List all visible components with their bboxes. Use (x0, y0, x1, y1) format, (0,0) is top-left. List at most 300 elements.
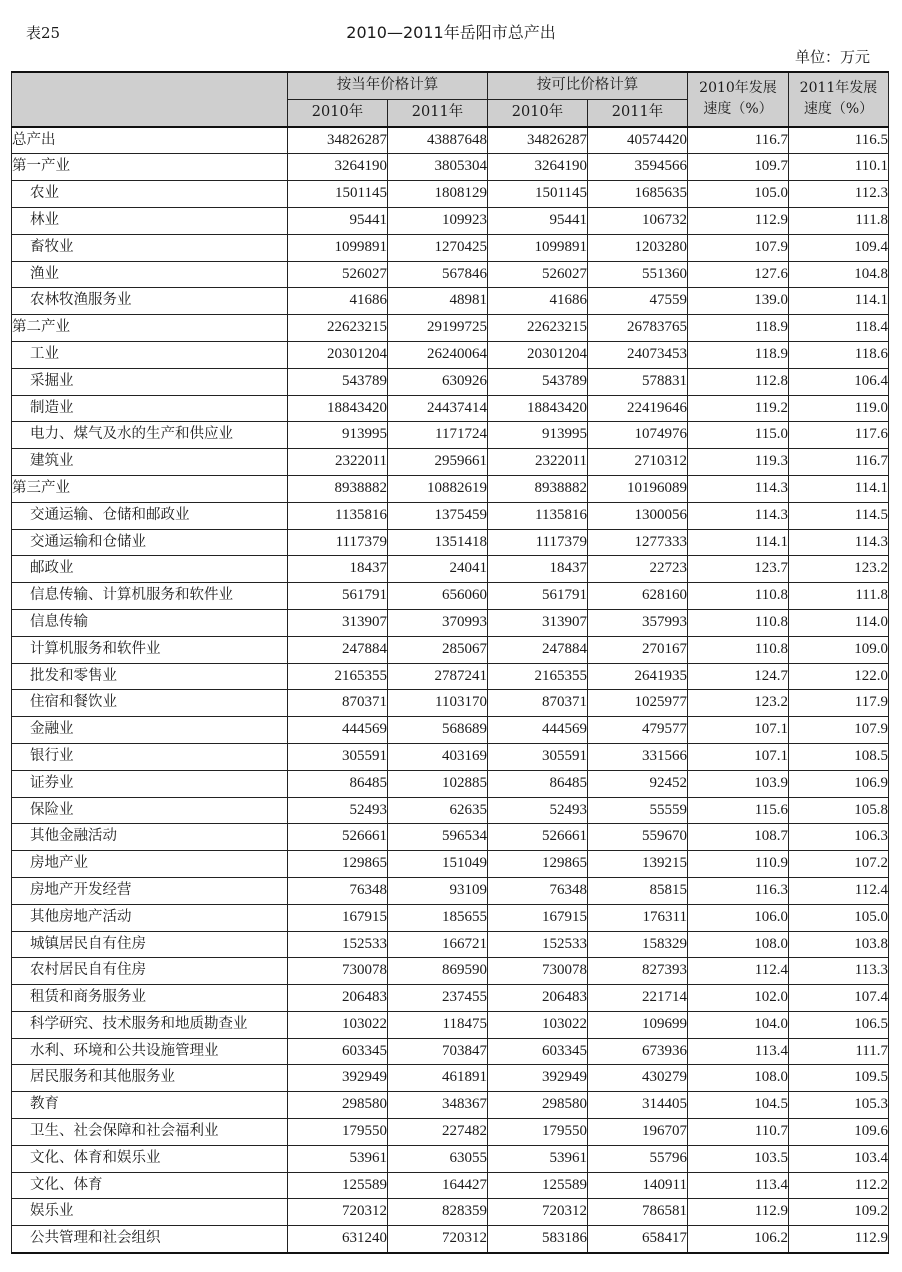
table-row (12, 1199, 889, 1226)
row-label: 租赁和商务服务业 (12, 985, 288, 1012)
table-row (12, 556, 889, 583)
value-current-2010: 730078 (288, 958, 388, 985)
table-row (12, 1172, 889, 1199)
table-row (12, 288, 889, 315)
value-current-2011: 102885 (388, 770, 488, 797)
speed-2010: 104.5 (688, 1092, 789, 1119)
value-current-2011: 1808129 (388, 181, 488, 208)
value-comparable-2010: 103022 (488, 1011, 588, 1038)
value-current-2011: 403169 (388, 743, 488, 770)
value-current-2011: 596534 (388, 824, 488, 851)
value-current-2010: 870371 (288, 690, 388, 717)
row-label: 建筑业 (12, 449, 288, 476)
table-row (12, 743, 889, 770)
value-current-2011: 2787241 (388, 663, 488, 690)
value-comparable-2011: 22419646 (588, 395, 688, 422)
value-current-2010: 305591 (288, 743, 388, 770)
value-comparable-2011: 140911 (588, 1172, 688, 1199)
value-comparable-2010: 18437 (488, 556, 588, 583)
header-speed-2010-text: 2010年发展 速度（%） (699, 80, 777, 118)
header-speed-2011 (789, 72, 889, 127)
value-comparable-2011: 10196089 (588, 475, 688, 502)
speed-2010: 114.3 (688, 502, 789, 529)
row-label: 房地产开发经营 (12, 877, 288, 904)
value-current-2011: 1270425 (388, 234, 488, 261)
header-comparable-2011: 2011年 (588, 99, 688, 126)
value-comparable-2010: 52493 (488, 797, 588, 824)
table-row (12, 770, 889, 797)
row-label: 金融业 (12, 717, 288, 744)
output-table (11, 71, 889, 1254)
value-comparable-2011: 479577 (588, 717, 688, 744)
speed-2011: 114.1 (789, 475, 889, 502)
speed-2010: 108.0 (688, 1065, 789, 1092)
value-current-2010: 125589 (288, 1172, 388, 1199)
row-label: 文化、体育 (12, 1172, 288, 1199)
value-comparable-2011: 331566 (588, 743, 688, 770)
value-current-2011: 3805304 (388, 154, 488, 181)
value-comparable-2010: 18843420 (488, 395, 588, 422)
value-current-2010: 129865 (288, 851, 388, 878)
table-row (12, 315, 889, 342)
value-current-2011: 166721 (388, 931, 488, 958)
value-current-2010: 561791 (288, 583, 388, 610)
speed-2010: 108.0 (688, 931, 789, 958)
speed-2010: 118.9 (688, 315, 789, 342)
speed-2011: 103.4 (789, 1145, 889, 1172)
value-current-2010: 86485 (288, 770, 388, 797)
value-comparable-2010: 543789 (488, 368, 588, 395)
speed-2010: 114.3 (688, 475, 789, 502)
header-current-2010: 2010年 (288, 99, 388, 126)
value-comparable-2011: 92452 (588, 770, 688, 797)
speed-2011: 105.8 (789, 797, 889, 824)
value-comparable-2011: 827393 (588, 958, 688, 985)
table-row (12, 690, 889, 717)
value-current-2011: 828359 (388, 1199, 488, 1226)
value-comparable-2010: 913995 (488, 422, 588, 449)
table-body (12, 127, 889, 1253)
value-current-2010: 2322011 (288, 449, 388, 476)
value-current-2010: 18843420 (288, 395, 388, 422)
value-current-2011: 703847 (388, 1038, 488, 1065)
speed-2010: 113.4 (688, 1038, 789, 1065)
table-row (12, 1038, 889, 1065)
value-comparable-2010: 444569 (488, 717, 588, 744)
value-current-2010: 1501145 (288, 181, 388, 208)
row-label: 其他金融活动 (12, 824, 288, 851)
speed-2010: 119.2 (688, 395, 789, 422)
value-current-2010: 152533 (288, 931, 388, 958)
value-comparable-2010: 53961 (488, 1145, 588, 1172)
value-comparable-2010: 2322011 (488, 449, 588, 476)
speed-2010: 112.9 (688, 1199, 789, 1226)
value-comparable-2011: 2710312 (588, 449, 688, 476)
value-current-2010: 631240 (288, 1226, 388, 1253)
speed-2011: 110.1 (789, 154, 889, 181)
speed-2011: 103.8 (789, 931, 889, 958)
row-label: 娱乐业 (12, 1199, 288, 1226)
speed-2011: 109.6 (789, 1119, 889, 1146)
value-current-2011: 1103170 (388, 690, 488, 717)
speed-2011: 107.4 (789, 985, 889, 1012)
speed-2010: 139.0 (688, 288, 789, 315)
speed-2010: 112.4 (688, 958, 789, 985)
speed-2011: 109.0 (789, 636, 889, 663)
table-row (12, 958, 889, 985)
value-comparable-2010: 247884 (488, 636, 588, 663)
speed-2011: 113.3 (789, 958, 889, 985)
speed-2010: 114.1 (688, 529, 789, 556)
value-comparable-2010: 129865 (488, 851, 588, 878)
value-current-2011: 656060 (388, 583, 488, 610)
speed-2011: 119.0 (789, 395, 889, 422)
value-current-2011: 1375459 (388, 502, 488, 529)
value-comparable-2011: 628160 (588, 583, 688, 610)
value-current-2011: 151049 (388, 851, 488, 878)
speed-2010: 107.1 (688, 717, 789, 744)
speed-2010: 123.7 (688, 556, 789, 583)
value-comparable-2011: 357993 (588, 609, 688, 636)
value-comparable-2010: 95441 (488, 207, 588, 234)
speed-2010: 110.8 (688, 636, 789, 663)
row-label: 信息传输、计算机服务和软件业 (12, 583, 288, 610)
value-comparable-2011: 1074976 (588, 422, 688, 449)
value-comparable-2011: 24073453 (588, 341, 688, 368)
table-row (12, 904, 889, 931)
table-row (12, 368, 889, 395)
value-current-2010: 76348 (288, 877, 388, 904)
value-current-2011: 1351418 (388, 529, 488, 556)
speed-2010: 104.0 (688, 1011, 789, 1038)
value-current-2010: 247884 (288, 636, 388, 663)
value-current-2011: 227482 (388, 1119, 488, 1146)
row-label: 农林牧渔服务业 (12, 288, 288, 315)
table-row (12, 449, 889, 476)
value-current-2011: 164427 (388, 1172, 488, 1199)
value-comparable-2010: 3264190 (488, 154, 588, 181)
value-current-2010: 2165355 (288, 663, 388, 690)
speed-2011: 111.8 (789, 583, 889, 610)
value-comparable-2010: 870371 (488, 690, 588, 717)
speed-2010: 110.8 (688, 583, 789, 610)
row-label: 第二产业 (12, 315, 288, 342)
table-row (12, 1011, 889, 1038)
speed-2011: 118.4 (789, 315, 889, 342)
table-row (12, 422, 889, 449)
row-label: 保险业 (12, 797, 288, 824)
speed-2011: 117.6 (789, 422, 889, 449)
header-current-price: 按当年价格计算 (288, 72, 488, 99)
value-comparable-2010: 20301204 (488, 341, 588, 368)
value-comparable-2011: 578831 (588, 368, 688, 395)
value-comparable-2010: 86485 (488, 770, 588, 797)
header-current-2011: 2011年 (388, 99, 488, 126)
table-row (12, 797, 889, 824)
row-label: 电力、煤气及水的生产和供应业 (12, 422, 288, 449)
speed-2011: 106.4 (789, 368, 889, 395)
row-label: 第三产业 (12, 475, 288, 502)
value-current-2011: 48981 (388, 288, 488, 315)
speed-2011: 116.5 (789, 127, 889, 154)
row-label: 房地产业 (12, 851, 288, 878)
value-comparable-2011: 40574420 (588, 127, 688, 154)
value-current-2011: 630926 (388, 368, 488, 395)
speed-2010: 124.7 (688, 663, 789, 690)
value-comparable-2010: 8938882 (488, 475, 588, 502)
value-current-2011: 109923 (388, 207, 488, 234)
row-label: 交通运输、仓储和邮政业 (12, 502, 288, 529)
value-comparable-2010: 152533 (488, 931, 588, 958)
speed-2011: 114.0 (789, 609, 889, 636)
row-label: 农村居民自有住房 (12, 958, 288, 985)
value-comparable-2011: 430279 (588, 1065, 688, 1092)
speed-2011: 106.9 (789, 770, 889, 797)
speed-2010: 106.2 (688, 1226, 789, 1253)
header-comparable-price: 按可比价格计算 (488, 72, 688, 99)
table-row (12, 341, 889, 368)
value-current-2010: 543789 (288, 368, 388, 395)
speed-2010: 107.1 (688, 743, 789, 770)
speed-2011: 107.2 (789, 851, 889, 878)
speed-2010: 107.9 (688, 234, 789, 261)
table-row (12, 609, 889, 636)
speed-2011: 107.9 (789, 717, 889, 744)
table-row (12, 1119, 889, 1146)
speed-2011: 118.6 (789, 341, 889, 368)
value-current-2010: 526661 (288, 824, 388, 851)
speed-2010: 109.7 (688, 154, 789, 181)
value-current-2010: 206483 (288, 985, 388, 1012)
row-label: 教育 (12, 1092, 288, 1119)
value-comparable-2011: 551360 (588, 261, 688, 288)
value-current-2010: 53961 (288, 1145, 388, 1172)
value-comparable-2011: 1300056 (588, 502, 688, 529)
value-current-2010: 720312 (288, 1199, 388, 1226)
row-label: 科学研究、技术服务和地质勘查业 (12, 1011, 288, 1038)
value-current-2010: 52493 (288, 797, 388, 824)
value-comparable-2011: 2641935 (588, 663, 688, 690)
value-comparable-2011: 1203280 (588, 234, 688, 261)
value-current-2010: 444569 (288, 717, 388, 744)
value-current-2011: 118475 (388, 1011, 488, 1038)
value-comparable-2010: 561791 (488, 583, 588, 610)
value-comparable-2011: 1277333 (588, 529, 688, 556)
speed-2010: 110.8 (688, 609, 789, 636)
value-current-2010: 1117379 (288, 529, 388, 556)
value-current-2010: 103022 (288, 1011, 388, 1038)
unit-label: 单位：万元 (794, 48, 870, 66)
table-header (12, 72, 889, 127)
value-current-2011: 43887648 (388, 127, 488, 154)
value-comparable-2011: 221714 (588, 985, 688, 1012)
row-label: 其他房地产活动 (12, 904, 288, 931)
row-label: 邮政业 (12, 556, 288, 583)
row-label: 总产出 (12, 127, 288, 154)
table-row (12, 529, 889, 556)
value-current-2010: 1099891 (288, 234, 388, 261)
row-label: 林业 (12, 207, 288, 234)
row-label: 制造业 (12, 395, 288, 422)
value-current-2010: 392949 (288, 1065, 388, 1092)
row-label: 采掘业 (12, 368, 288, 395)
speed-2011: 109.2 (789, 1199, 889, 1226)
value-comparable-2010: 179550 (488, 1119, 588, 1146)
value-current-2011: 461891 (388, 1065, 488, 1092)
header-speed-2010 (688, 72, 789, 127)
speed-2010: 112.8 (688, 368, 789, 395)
table-row (12, 154, 889, 181)
speed-2010: 108.7 (688, 824, 789, 851)
table-row (12, 475, 889, 502)
speed-2010: 105.0 (688, 181, 789, 208)
value-comparable-2011: 658417 (588, 1226, 688, 1253)
value-comparable-2010: 125589 (488, 1172, 588, 1199)
row-label: 渔业 (12, 261, 288, 288)
speed-2011: 106.5 (789, 1011, 889, 1038)
table-row (12, 636, 889, 663)
value-comparable-2011: 559670 (588, 824, 688, 851)
speed-2010: 119.3 (688, 449, 789, 476)
speed-2010: 115.0 (688, 422, 789, 449)
value-current-2011: 24041 (388, 556, 488, 583)
table-row (12, 234, 889, 261)
speed-2011: 112.3 (789, 181, 889, 208)
value-comparable-2011: 47559 (588, 288, 688, 315)
value-comparable-2010: 167915 (488, 904, 588, 931)
row-label: 批发和零售业 (12, 663, 288, 690)
speed-2011: 111.8 (789, 207, 889, 234)
speed-2010: 103.9 (688, 770, 789, 797)
speed-2011: 122.0 (789, 663, 889, 690)
value-comparable-2010: 730078 (488, 958, 588, 985)
row-label: 城镇居民自有住房 (12, 931, 288, 958)
row-label: 银行业 (12, 743, 288, 770)
speed-2010: 110.9 (688, 851, 789, 878)
table-label: 表25 (26, 24, 61, 42)
speed-2011: 108.5 (789, 743, 889, 770)
speed-2011: 112.4 (789, 877, 889, 904)
value-comparable-2010: 206483 (488, 985, 588, 1012)
value-comparable-2011: 673936 (588, 1038, 688, 1065)
value-comparable-2011: 786581 (588, 1199, 688, 1226)
value-current-2010: 95441 (288, 207, 388, 234)
row-label: 文化、体育和娱乐业 (12, 1145, 288, 1172)
value-current-2011: 869590 (388, 958, 488, 985)
table-row (12, 583, 889, 610)
table-row (12, 663, 889, 690)
value-comparable-2010: 2165355 (488, 663, 588, 690)
table-row (12, 824, 889, 851)
speed-2011: 111.7 (789, 1038, 889, 1065)
speed-2010: 123.2 (688, 690, 789, 717)
speed-2010: 112.9 (688, 207, 789, 234)
table-row (12, 877, 889, 904)
speed-2011: 123.2 (789, 556, 889, 583)
value-comparable-2010: 313907 (488, 609, 588, 636)
value-current-2011: 370993 (388, 609, 488, 636)
speed-2010: 116.3 (688, 877, 789, 904)
value-current-2011: 2959661 (388, 449, 488, 476)
value-current-2011: 63055 (388, 1145, 488, 1172)
table-row (12, 1065, 889, 1092)
row-label: 工业 (12, 341, 288, 368)
value-comparable-2011: 314405 (588, 1092, 688, 1119)
table-row (12, 261, 889, 288)
speed-2011: 116.7 (789, 449, 889, 476)
row-label: 卫生、社会保障和社会福利业 (12, 1119, 288, 1146)
value-comparable-2010: 583186 (488, 1226, 588, 1253)
value-current-2010: 167915 (288, 904, 388, 931)
value-comparable-2010: 34826287 (488, 127, 588, 154)
speed-2011: 114.3 (789, 529, 889, 556)
value-comparable-2011: 1685635 (588, 181, 688, 208)
table-row (12, 502, 889, 529)
value-current-2010: 1135816 (288, 502, 388, 529)
value-comparable-2010: 76348 (488, 877, 588, 904)
value-comparable-2011: 196707 (588, 1119, 688, 1146)
value-comparable-2011: 270167 (588, 636, 688, 663)
row-label: 公共管理和社会组织 (12, 1226, 288, 1253)
speed-2011: 114.5 (789, 502, 889, 529)
table-row (12, 717, 889, 744)
value-current-2011: 93109 (388, 877, 488, 904)
header-corner (12, 72, 288, 127)
header-speed-2011-text: 2011年发展 速度（%） (799, 80, 878, 118)
value-comparable-2011: 26783765 (588, 315, 688, 342)
value-comparable-2010: 298580 (488, 1092, 588, 1119)
table-row (12, 1226, 889, 1253)
value-current-2011: 348367 (388, 1092, 488, 1119)
row-label: 计算机服务和软件业 (12, 636, 288, 663)
speed-2010: 113.4 (688, 1172, 789, 1199)
value-current-2011: 24437414 (388, 395, 488, 422)
value-comparable-2011: 106732 (588, 207, 688, 234)
table-row (12, 1092, 889, 1119)
value-current-2010: 8938882 (288, 475, 388, 502)
table-row (12, 985, 889, 1012)
speed-2011: 114.1 (789, 288, 889, 315)
value-comparable-2010: 720312 (488, 1199, 588, 1226)
value-comparable-2011: 55796 (588, 1145, 688, 1172)
row-label: 居民服务和其他服务业 (12, 1065, 288, 1092)
value-comparable-2010: 392949 (488, 1065, 588, 1092)
value-comparable-2010: 1117379 (488, 529, 588, 556)
row-label: 水利、环境和公共设施管理业 (12, 1038, 288, 1065)
table-row (12, 931, 889, 958)
table-row (12, 207, 889, 234)
speed-2010: 103.5 (688, 1145, 789, 1172)
value-current-2010: 603345 (288, 1038, 388, 1065)
value-current-2010: 526027 (288, 261, 388, 288)
value-current-2011: 185655 (388, 904, 488, 931)
value-current-2011: 1171724 (388, 422, 488, 449)
row-label: 信息传输 (12, 609, 288, 636)
value-comparable-2010: 526027 (488, 261, 588, 288)
value-comparable-2011: 139215 (588, 851, 688, 878)
value-current-2010: 313907 (288, 609, 388, 636)
speed-2011: 105.0 (789, 904, 889, 931)
value-comparable-2011: 109699 (588, 1011, 688, 1038)
speed-2010: 102.0 (688, 985, 789, 1012)
document-title: 2010—2011年岳阳市总产出 (346, 23, 556, 42)
speed-2011: 117.9 (789, 690, 889, 717)
value-current-2011: 567846 (388, 261, 488, 288)
row-label: 交通运输和仓储业 (12, 529, 288, 556)
value-comparable-2010: 1501145 (488, 181, 588, 208)
value-current-2011: 62635 (388, 797, 488, 824)
value-current-2010: 3264190 (288, 154, 388, 181)
